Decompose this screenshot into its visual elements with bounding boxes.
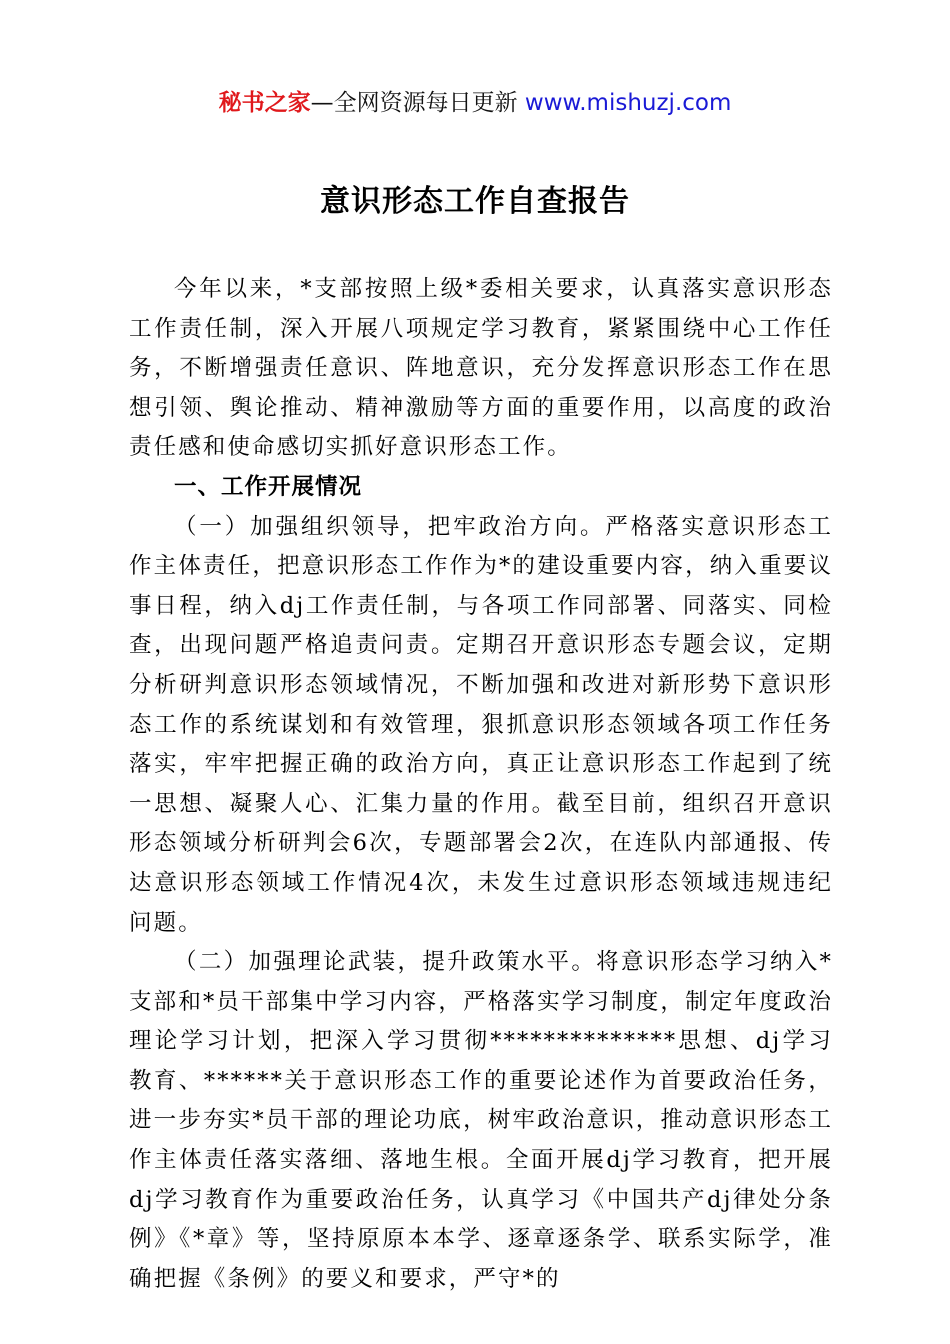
body-paragraph-1: （一）加强组织领导，把牢政治方向。严格落实意识形态工作主体责任，把意识形态工作作为*的建设重要内容，纳入重要议事日程，纳入dj工作责任制，与各项工作同部署、同落实、同检查，出现问题严格追责问责。定期召开意识形态专题会议，定期分析研判意识形态领域情况，不断加强和改进对新形势下意识形态工作的系统谋划和有效管理，狠抓意识形态领域各项工作任务落实，牢牢把握正确的政治方向，真正让意识形态工作起到了统一思想、凝聚人心、汇集力量的作用。截至目前，组织召开意识形态领域分析研判会6次，专题部署会2次，在连队内部通报、传达意识形态领域工作情况4次，未发生过意识形态领域违规违纪问题。 xyxy=(129,513,833,936)
intro-paragraph: 今年以来，*支部按照上级*委相关要求，认真落实意识形态工作责任制，深入开展八项规定学习教育，紧紧围绕中心工作任务，不断增强责任意识、阵地意识，充分发挥意识形态工作在思想引领、舆论推动、精神激励等方面的重要作用，以高度的政治责任感和使命感切实抓好意识形态工作。 xyxy=(129,276,833,461)
document-body xyxy=(129,270,833,1299)
section-heading: 一、工作开展情况 xyxy=(174,473,363,500)
site-url-link[interactable]: www.mishuzj.com xyxy=(524,90,732,116)
site-slogan: —全网资源每日更新 xyxy=(310,90,525,116)
site-header xyxy=(0,86,950,120)
site-name: 秘书之家 xyxy=(218,90,311,116)
document-title: 意识形态工作自查报告 xyxy=(320,184,630,219)
body-paragraph-2: （二）加强理论武装，提升政策水平。将意识形态学习纳入*支部和*员干部集中学习内容，严格落实学习制度，制定年度政治理论学习计划，把深入学习贯彻**************思想、dj学习教育、******关于意识形态工作的重要论述作为首要政治任务，进一步夯实*员干部的理论功底，树牢政治意识，推动意识形态工作主体责任落实落细、落地生根。全面开展dj学习教育，把开展dj学习教育作为重要政治任务，认真学习《中国共产dj律处分条例》《*章》等，坚持原原本本学、逐章逐条学、联系实际学，准确把握《条例》的要义和要求，严守*的 xyxy=(129,949,833,1292)
